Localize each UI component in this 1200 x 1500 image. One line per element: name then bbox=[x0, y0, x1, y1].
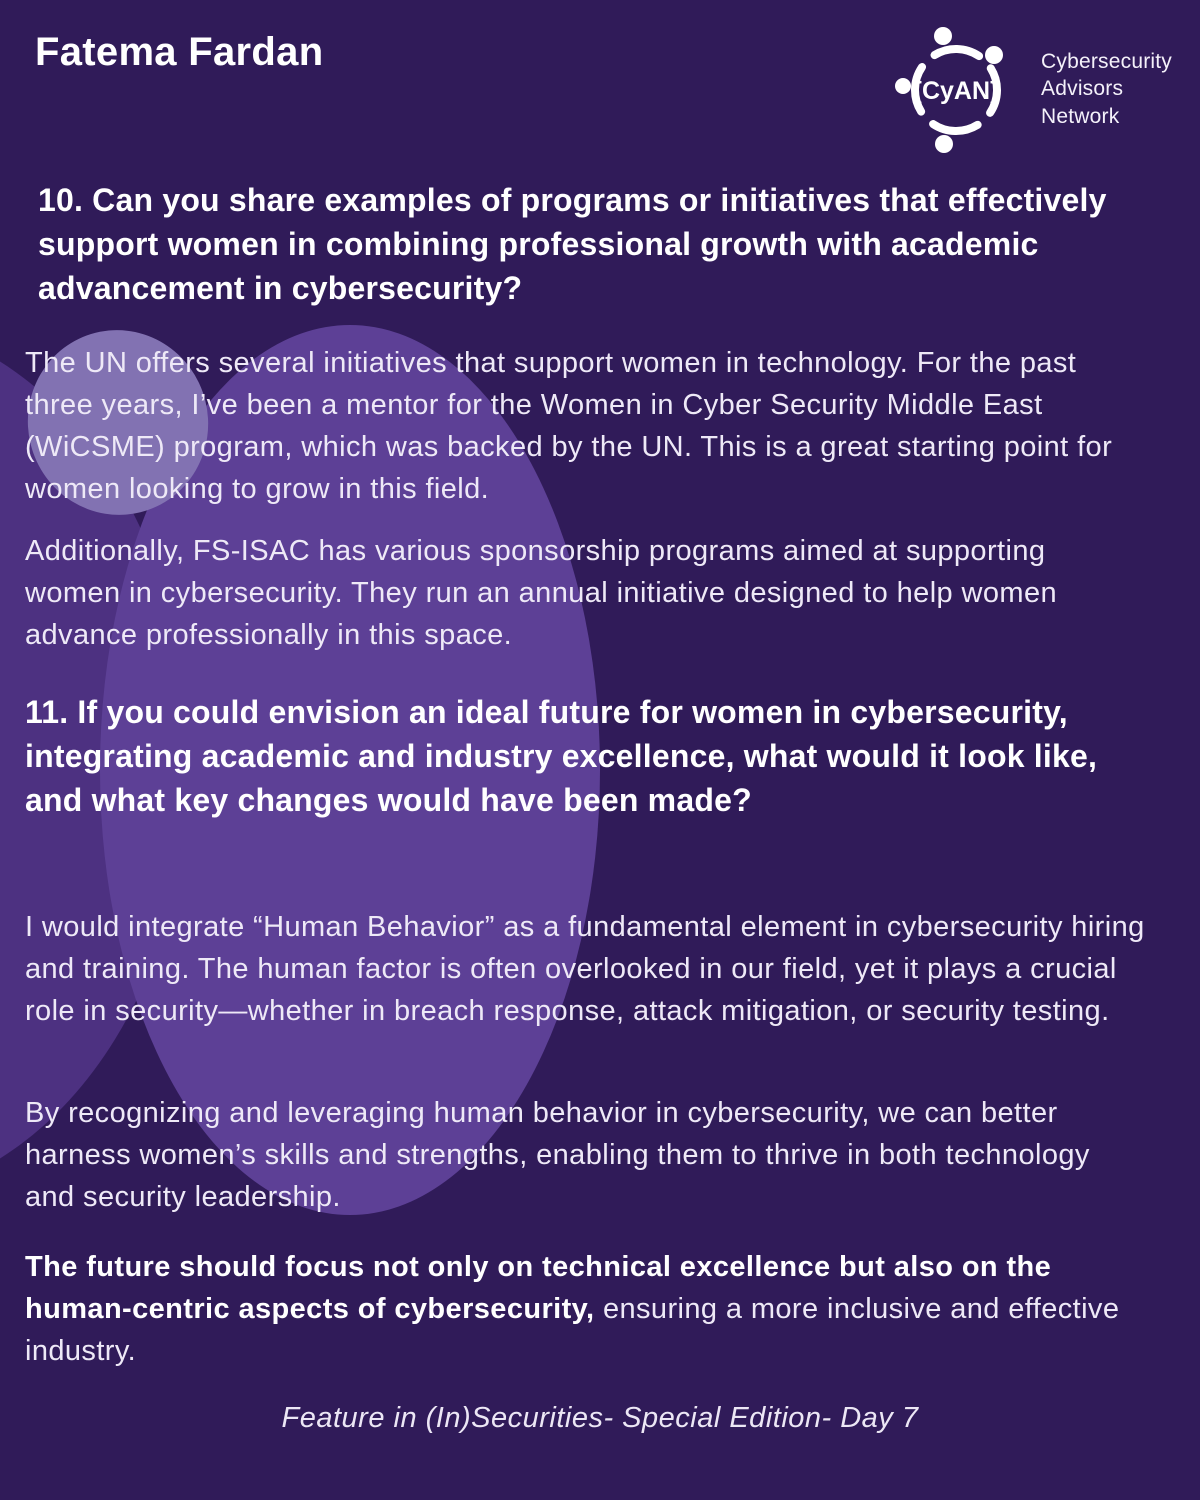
answer-10-paragraph-2: Additionally, FS-ISAC has various sponsorship programs aimed at supporting women in cybersecurity. They run an annual initiative designed to help women advance professionally in this space. bbox=[25, 535, 1058, 651]
cyan-logo-orgname bbox=[1041, 48, 1172, 130]
logo-org-line: Cybersecurity bbox=[1041, 50, 1172, 74]
cyan-logo bbox=[881, 14, 1172, 164]
answer-11-paragraph-2: By recognizing and leveraging human behavior in cybersecurity, we can better harness women’s skills and strengths, enabling them to thrive in both technology and security leadership. bbox=[25, 1097, 1090, 1213]
answer-11-closing bbox=[25, 1246, 1147, 1372]
question-10-heading: 10. Can you share examples of programs or initiatives that effectively support women in combining professional growth with academic advancement in cybersecurity? bbox=[38, 182, 1107, 306]
answer-10-paragraph-1: The UN offers several initiatives that support women in technology. For the past three years, I’ve been a mentor for the Women in Cyber Security Middle East (WiCSME) program, which was backed by the UN. This is a great starting point for women looking to grow in this field. bbox=[25, 347, 1113, 505]
cyan-logo-mark-glyph: {CyAN} bbox=[912, 77, 1000, 105]
speaker-name: Fatema Fardan bbox=[35, 30, 324, 74]
closing-regular-text: ensuring a more inclusive and effective industry. bbox=[25, 1293, 1120, 1367]
logo-org-line: Advisors bbox=[1041, 77, 1124, 101]
closing-bold-lead: The future should focus not only on technical excellence but also on the human-centric aspects of cybersecurity, bbox=[25, 1251, 1052, 1325]
logo-org-line: Network bbox=[1041, 104, 1120, 128]
answer-11-paragraph-1: I would integrate “Human Behavior” as a fundamental element in cybersecurity hiring and training. The human factor is often overlooked in our field, yet it plays a crucial role in security—whether in breach response, attack mitigation, or security testing. bbox=[25, 911, 1145, 1027]
question-11-heading: 11. If you could envision an ideal future for women in cybersecurity, integrating academic and industry excellence, what would it look like, and what key changes would have been made? bbox=[25, 694, 1098, 818]
cyan-logo-icon bbox=[881, 14, 1031, 164]
footer-caption: Feature in (In)Securities- Special Edition- Day 7 bbox=[281, 1402, 919, 1434]
